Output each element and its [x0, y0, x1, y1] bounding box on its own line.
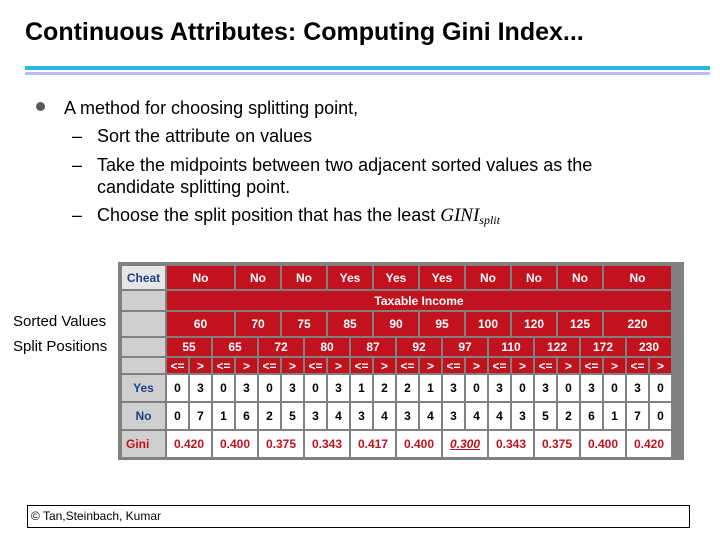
split-position: 65 [213, 338, 257, 356]
yes-count-gt: 2 [374, 375, 395, 401]
le-operator: <= [581, 358, 602, 373]
no-count-gt: 1 [604, 403, 625, 429]
cheat-value: No [282, 266, 326, 289]
sorted-value: 70 [236, 312, 280, 336]
gini-value: 0.400 [213, 431, 257, 457]
no-count-gt: 7 [190, 403, 211, 429]
gini-table [120, 264, 673, 459]
gt-operator: > [190, 358, 211, 373]
no-count-le: 6 [581, 403, 602, 429]
gini-term-main: GINI [440, 205, 480, 226]
yes-count-gt: 3 [236, 375, 257, 401]
no-count-le: 2 [259, 403, 280, 429]
operator-row [122, 358, 671, 373]
row-label-blank [122, 291, 165, 310]
yes-count-le: 3 [581, 375, 602, 401]
sub-bullet-dash: – [72, 205, 83, 225]
no-counts-row [122, 403, 671, 429]
no-count-le: 3 [351, 403, 372, 429]
split-position: 122 [535, 338, 579, 356]
no-label: No [122, 403, 165, 429]
split-position: 55 [167, 338, 211, 356]
cheat-value: Yes [420, 266, 464, 289]
yes-count-gt: 3 [282, 375, 303, 401]
sub-bullet-dash: – [72, 155, 83, 175]
cheat-value: No [167, 266, 234, 289]
gini-table-frame [118, 262, 684, 460]
gini-row [122, 431, 671, 457]
yes-count-le: 0 [213, 375, 234, 401]
bullet-main-text: A method for choosing splitting point, [64, 98, 359, 118]
split-position: 97 [443, 338, 487, 356]
gini-value: 0.400 [397, 431, 441, 457]
yes-count-gt: 0 [650, 375, 671, 401]
gini-value: 0.375 [535, 431, 579, 457]
yes-count-le: 0 [259, 375, 280, 401]
no-count-gt: 4 [466, 403, 487, 429]
taxable-income-header: Taxable Income [167, 291, 671, 310]
gini-split-term [440, 205, 500, 226]
gini-value-min: 0.300 [443, 431, 487, 457]
title-rule-top [25, 66, 710, 70]
yes-count-le: 0 [167, 375, 188, 401]
no-count-le: 0 [167, 403, 188, 429]
yes-count-gt: 0 [512, 375, 533, 401]
gini-value: 0.343 [305, 431, 349, 457]
no-count-gt: 6 [236, 403, 257, 429]
no-count-le: 5 [535, 403, 556, 429]
sorted-value: 95 [420, 312, 464, 336]
sorted-value: 120 [512, 312, 556, 336]
split-position: 172 [581, 338, 625, 356]
no-count-le: 3 [305, 403, 326, 429]
le-operator: <= [443, 358, 464, 373]
gt-operator: > [466, 358, 487, 373]
gt-operator: > [328, 358, 349, 373]
le-operator: <= [305, 358, 326, 373]
cheat-value: Yes [328, 266, 372, 289]
yes-count-gt: 0 [558, 375, 579, 401]
no-count-gt: 5 [282, 403, 303, 429]
gt-operator: > [420, 358, 441, 373]
le-operator: <= [259, 358, 280, 373]
no-count-gt: 3 [512, 403, 533, 429]
yes-count-gt: 0 [604, 375, 625, 401]
le-operator: <= [627, 358, 648, 373]
le-operator: <= [535, 358, 556, 373]
gini-value: 0.400 [581, 431, 625, 457]
yes-count-gt: 3 [190, 375, 211, 401]
yes-count-le: 1 [351, 375, 372, 401]
no-count-le: 3 [397, 403, 418, 429]
gt-operator: > [512, 358, 533, 373]
split-positions-label: Split Positions [13, 338, 108, 355]
no-count-gt: 4 [420, 403, 441, 429]
sorted-values-row [122, 312, 671, 336]
yes-counts-row [122, 375, 671, 401]
gt-operator: > [374, 358, 395, 373]
yes-count-le: 2 [397, 375, 418, 401]
gini-value: 0.420 [167, 431, 211, 457]
cheat-value: No [236, 266, 280, 289]
gt-operator: > [604, 358, 625, 373]
gini-value: 0.343 [489, 431, 533, 457]
yes-label: Yes [122, 375, 165, 401]
sub-bullet-midpoints: Take the midpoints between two adjacent sorted values as the [97, 155, 593, 175]
cheat-value: Yes [374, 266, 418, 289]
slide-title: Continuous Attributes: Computing Gini Index... [25, 18, 584, 46]
yes-count-le: 0 [305, 375, 326, 401]
cheat-value: No [604, 266, 671, 289]
no-count-gt: 2 [558, 403, 579, 429]
yes-count-le: 3 [489, 375, 510, 401]
sub-bullet-choose [97, 205, 500, 231]
cheat-value: No [466, 266, 510, 289]
sub-bullet-choose-text: Choose the split position that has the least [97, 205, 436, 225]
no-count-le: 3 [443, 403, 464, 429]
sorted-value: 100 [466, 312, 510, 336]
le-operator: <= [397, 358, 418, 373]
split-position: 230 [627, 338, 671, 356]
yes-count-gt: 0 [466, 375, 487, 401]
gini-term-sub: split [479, 213, 500, 227]
split-position: 110 [489, 338, 533, 356]
split-position: 87 [351, 338, 395, 356]
sorted-value: 85 [328, 312, 372, 336]
row-label-blank [122, 312, 165, 336]
gt-operator: > [650, 358, 671, 373]
yes-count-le: 3 [443, 375, 464, 401]
gini-value: 0.417 [351, 431, 395, 457]
gini-table-body [122, 266, 671, 457]
le-operator: <= [167, 358, 188, 373]
sub-bullet-dash: – [72, 126, 83, 146]
gt-operator: > [558, 358, 579, 373]
row-label-blank [122, 338, 165, 356]
sub-bullet-sort: Sort the attribute on values [97, 126, 313, 146]
cheat-row [122, 266, 671, 289]
cheat-value: No [512, 266, 556, 289]
taxable-income-row [122, 291, 671, 310]
cheat-value: No [558, 266, 602, 289]
row-label-blank [122, 358, 165, 373]
split-position: 92 [397, 338, 441, 356]
le-operator: <= [489, 358, 510, 373]
bullet-dot [36, 102, 45, 111]
sorted-value: 60 [167, 312, 234, 336]
gini-label: Gini [122, 431, 165, 457]
gini-value: 0.375 [259, 431, 303, 457]
sub-bullet-midpoints-cont: candidate splitting point. [97, 177, 291, 197]
split-position: 72 [259, 338, 303, 356]
split-position: 80 [305, 338, 349, 356]
sorted-value: 75 [282, 312, 326, 336]
title-rule-bottom [25, 72, 710, 75]
sorted-value: 220 [604, 312, 671, 336]
no-count-gt: 4 [374, 403, 395, 429]
le-operator: <= [213, 358, 234, 373]
no-count-le: 1 [213, 403, 234, 429]
yes-count-gt: 1 [420, 375, 441, 401]
gini-value: 0.420 [627, 431, 671, 457]
sorted-values-label: Sorted Values [13, 313, 107, 330]
no-count-le: 7 [627, 403, 648, 429]
split-positions-row [122, 338, 671, 356]
no-count-gt: 0 [650, 403, 671, 429]
yes-count-le: 3 [535, 375, 556, 401]
copyright-credit: © Tan,Steinbach, Kumar [27, 505, 690, 528]
no-count-le: 4 [489, 403, 510, 429]
no-count-gt: 4 [328, 403, 349, 429]
cheat-label: Cheat [122, 266, 165, 289]
gt-operator: > [236, 358, 257, 373]
gt-operator: > [282, 358, 303, 373]
yes-count-gt: 3 [328, 375, 349, 401]
le-operator: <= [351, 358, 372, 373]
sorted-value: 90 [374, 312, 418, 336]
sorted-value: 125 [558, 312, 602, 336]
yes-count-le: 3 [627, 375, 648, 401]
